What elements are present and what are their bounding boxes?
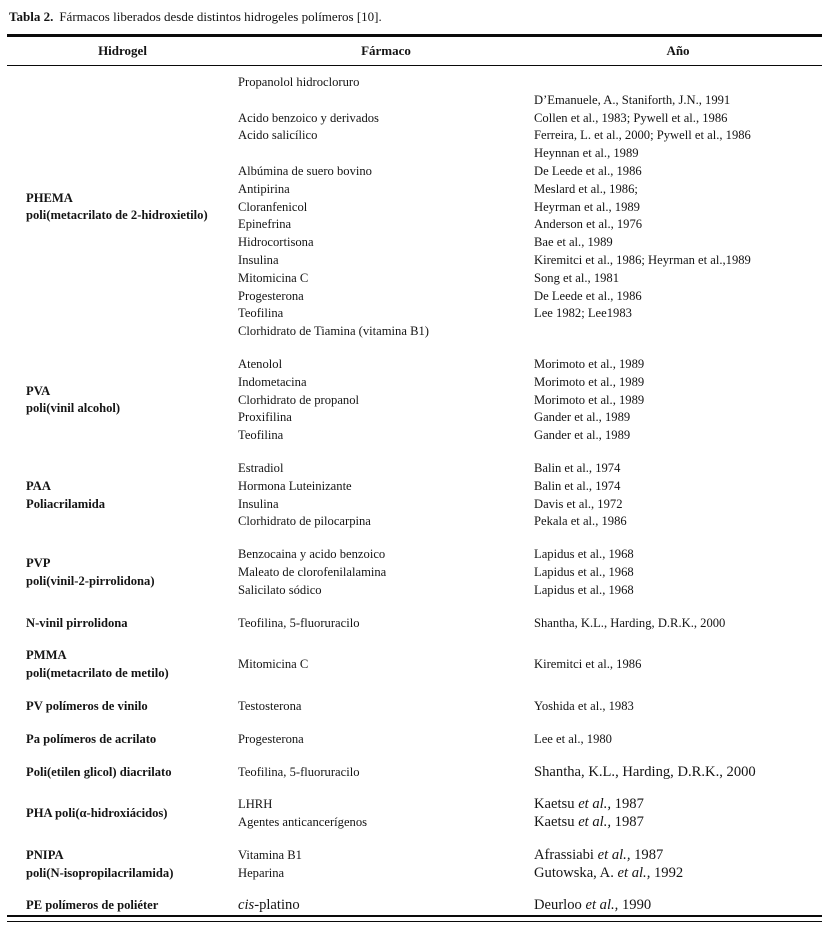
- ano-cell: [534, 74, 822, 341]
- ano-line: Yoshida et al., 1983: [534, 698, 634, 713]
- ano-cell: [534, 796, 822, 832]
- farmaco-line: Antipirina: [238, 181, 290, 196]
- ano-line: Lee et al., 1980: [534, 731, 612, 746]
- hydrogel-label-line: N-vinil pirrolidona: [26, 615, 128, 630]
- hydrogel-label-line: PNIPA: [26, 847, 64, 862]
- farmaco-line: Heparina: [238, 865, 285, 880]
- hydrogel-cell: [7, 74, 238, 341]
- ano-cell: [534, 897, 822, 915]
- ano-line: Kaetsu et al., 1987: [534, 796, 644, 813]
- farmaco-line: Teofilina, 5-fluoruracilo: [238, 615, 360, 630]
- ano-cell: [534, 356, 822, 445]
- hydrogel-cell: [7, 796, 238, 832]
- ano-cell: [534, 546, 822, 599]
- hydrogel-cell: [7, 764, 238, 782]
- ano-line: Meslard et al., 1986;: [534, 181, 638, 196]
- ano-line-italic: et al.,: [617, 864, 651, 881]
- farmaco-line: Mitomicina C: [238, 270, 309, 285]
- ano-line: Morimoto et al., 1989: [534, 374, 645, 389]
- farmaco-cell: [238, 615, 534, 633]
- hydrogel-group: [7, 74, 822, 341]
- ano-line: Balin et al., 1974: [534, 478, 621, 493]
- ano-line-italic: et al.,: [585, 897, 619, 914]
- farmaco-line: Teofilina: [238, 306, 284, 321]
- hydrogel-group: [7, 647, 822, 683]
- column-header-farmaco: Fármaco: [361, 43, 411, 58]
- farmaco-line: Acido benzoico y derivados: [238, 110, 379, 125]
- column-header-ano: Año: [666, 43, 690, 58]
- ano-line: De Leede et al., 1986: [534, 163, 642, 178]
- farmaco-cell: [238, 796, 534, 832]
- table-caption-text: Fármacos liberados desde distintos hidrogeles polímeros [10].: [59, 9, 382, 24]
- ano-line: Anderson et al., 1976: [534, 217, 643, 232]
- ano-line: Heyrman et al., 1989: [534, 199, 640, 214]
- ano-line: D’Emanuele, A., Staniforth, J.N., 1991: [534, 92, 731, 107]
- ano-line-italic: et al.,: [597, 846, 631, 863]
- farmaco-line: Hidrocortisona: [238, 235, 314, 250]
- ano-line: Gander et al., 1989: [534, 428, 631, 443]
- hydrogel-group: [7, 847, 822, 883]
- hydrogel-cell: [7, 647, 238, 683]
- farmaco-line: Clorhidrato de pilocarpina: [238, 514, 371, 529]
- hydrogel-label-line: PV polímeros de vinilo: [26, 698, 148, 713]
- farmaco-line: Atenolol: [238, 356, 283, 371]
- hydrogel-label-line: PAA: [26, 478, 51, 493]
- table-header-row: [7, 37, 822, 65]
- farmaco-line: Mitomicina C: [238, 657, 309, 672]
- ano-line: Shantha, K.L., Harding, D.R.K., 2000: [534, 615, 726, 630]
- ano-line: Gutowska, A. et al., 1992: [534, 864, 684, 881]
- hydrogel-cell: [7, 698, 238, 716]
- farmaco-cell: [238, 647, 534, 683]
- ano-line: Kaetsu et al., 1987: [534, 814, 644, 831]
- farmaco-line: Salicilato sódico: [238, 582, 322, 597]
- ano-line: De Leede et al., 1986: [534, 288, 642, 303]
- farmaco-line: Clorhidrato de propanol: [238, 392, 360, 407]
- ano-line: Lapidus et al., 1968: [534, 582, 634, 597]
- hydrogel-label-line: poli(N-isopropilacrilamida): [26, 865, 174, 880]
- ano-line: [534, 74, 822, 92]
- farmaco-line: Cloranfenicol: [238, 199, 308, 214]
- hydrogel-label-line: PVA: [26, 383, 51, 398]
- farmaco-line: Epinefrina: [238, 217, 292, 232]
- farmaco-line: Maleato de clorofenilalamina: [238, 564, 387, 579]
- farmaco-cell: [238, 356, 534, 445]
- farmaco-line: [238, 145, 534, 163]
- hydrogel-label-line: PE polímeros de poliéter: [26, 898, 159, 913]
- hydrogel-group: [7, 764, 822, 782]
- ano-line: Shantha, K.L., Harding, D.R.K., 2000: [534, 763, 756, 780]
- ano-cell: [534, 647, 822, 683]
- hydrogel-label-line: PMMA: [26, 648, 67, 663]
- ano-line: Gander et al., 1989: [534, 410, 631, 425]
- hydrogel-cell: [7, 847, 238, 883]
- column-header-hidrogel: Hidrogel: [98, 43, 147, 58]
- ano-line: Kiremitci et al., 1986: [534, 657, 642, 672]
- hydrogel-label-line: Poliacrilamida: [26, 496, 106, 511]
- farmaco-line: Benzocaina y acido benzoico: [238, 547, 386, 562]
- hydrogel-group: [7, 796, 822, 832]
- hydrogel-label-line: PHA poli(α-hidroxiácidos): [26, 806, 168, 821]
- ano-cell: [534, 698, 822, 716]
- hydrogel-label-line: poli(vinil alcohol): [26, 401, 121, 416]
- farmaco-cell: [238, 731, 534, 749]
- hydrogel-cell: [7, 731, 238, 749]
- farmaco-line: Agentes anticancerígenos: [238, 815, 368, 830]
- farmaco-line: Acido salicílico: [238, 128, 318, 143]
- hydrogel-label-line: poli(metacrilato de 2-hidroxietilo): [26, 208, 208, 223]
- hydrogel-cell: [7, 356, 238, 445]
- farmaco-cell: [238, 764, 534, 782]
- ano-line: Lapidus et al., 1968: [534, 564, 634, 579]
- farmaco-cell: [238, 460, 534, 531]
- hydrogel-group: [7, 897, 822, 915]
- ano-line: Deurloo et al., 1990: [534, 897, 652, 914]
- hydrogel-cell: [7, 897, 238, 915]
- farmaco-cell: [238, 897, 534, 915]
- ano-line: Morimoto et al., 1989: [534, 392, 645, 407]
- ano-cell: [534, 460, 822, 531]
- hydrogel-group: [7, 356, 822, 445]
- farmaco-cell: [238, 698, 534, 716]
- table-bottom-rules: [7, 915, 822, 922]
- farmaco-line: Insulina: [238, 496, 279, 511]
- farmaco-line: Estradiol: [238, 460, 284, 475]
- ano-line: Bae et al., 1989: [534, 235, 613, 250]
- ano-line: Ferreira, L. et al., 2000; Pywell et al., 1986: [534, 128, 751, 143]
- farmaco-line: Teofilina, 5-fluoruracilo: [238, 764, 360, 779]
- farmaco-line: Insulina: [238, 252, 279, 267]
- hydrogel-label-line: PHEMA: [26, 190, 73, 205]
- hydrogel-label-line: poli(vinil-2-pirrolidona): [26, 573, 155, 588]
- ano-line: [534, 323, 822, 341]
- farmaco-line: Proxifilina: [238, 410, 292, 425]
- farmaco-cell: [238, 546, 534, 599]
- ano-line: Afrassiabi et al., 1987: [534, 846, 664, 863]
- ano-line: Kiremitci et al., 1986; Heyrman et al.,1989: [534, 252, 751, 267]
- farmaco-line: Clorhidrato de Tiamina (vitamina B1): [238, 324, 429, 339]
- hydrogel-group: [7, 731, 822, 749]
- farmaco-line-italic: cis: [238, 897, 255, 914]
- ano-line: Lapidus et al., 1968: [534, 547, 634, 562]
- ano-cell: [534, 731, 822, 749]
- hydrogel-cell: [7, 615, 238, 633]
- farmaco-cell: [238, 847, 534, 883]
- ano-line: Pekala et al., 1986: [534, 514, 627, 529]
- ano-line: Song et al., 1981: [534, 270, 620, 285]
- table-bottom-rule-thick: [7, 915, 822, 917]
- ano-cell: [534, 764, 822, 782]
- hydrogel-label-line: Pa polímeros de acrilato: [26, 731, 157, 746]
- ano-line: Lee 1982; Lee1983: [534, 306, 632, 321]
- ano-line-italic: et al.,: [578, 814, 612, 831]
- ano-line: Balin et al., 1974: [534, 460, 621, 475]
- hydrogel-group: [7, 460, 822, 531]
- ano-line: Davis et al., 1972: [534, 496, 623, 511]
- ano-cell: [534, 615, 822, 633]
- table-caption: [7, 9, 822, 25]
- farmaco-line: Progesterona: [238, 288, 304, 303]
- farmaco-cell: [238, 74, 534, 341]
- ano-line: Morimoto et al., 1989: [534, 356, 645, 371]
- ano-line: Heynnan et al., 1989: [534, 146, 639, 161]
- farmaco-line: Indometacina: [238, 374, 307, 389]
- hydrogel-label-line: poli(metacrilato de metilo): [26, 666, 169, 681]
- table-bottom-rule-thin: [7, 921, 822, 922]
- hydrogel-label-line: PVP: [26, 556, 51, 571]
- farmaco-line: Albúmina de suero bovino: [238, 163, 372, 178]
- table-caption-label: Tabla 2.: [9, 9, 54, 24]
- farmaco-line: Hormona Luteinizante: [238, 478, 352, 493]
- farmaco-line: [238, 92, 534, 110]
- farmaco-line: Teofilina: [238, 428, 284, 443]
- ano-line-italic: et al.,: [578, 796, 612, 813]
- hydrogel-cell: [7, 460, 238, 531]
- farmaco-line: Vitamina B1: [238, 847, 302, 862]
- hydrogel-group: [7, 546, 822, 599]
- farmaco-line: cis-platino: [238, 897, 300, 914]
- ano-line: Collen et al., 1983; Pywell et al., 1986: [534, 110, 728, 125]
- ano-cell: [534, 847, 822, 883]
- hydrogel-label-line: Poli(etilen glicol) diacrilato: [26, 764, 172, 779]
- farmaco-line: Progesterona: [238, 731, 304, 746]
- hydrogel-group: [7, 698, 822, 716]
- farmaco-line: LHRH: [238, 797, 273, 812]
- farmaco-line: Propanolol hidrocloruro: [238, 75, 360, 89]
- farmaco-line: Testosterona: [238, 698, 302, 713]
- hydrogel-group: [7, 615, 822, 633]
- hydrogel-cell: [7, 546, 238, 599]
- table-body: [7, 66, 822, 915]
